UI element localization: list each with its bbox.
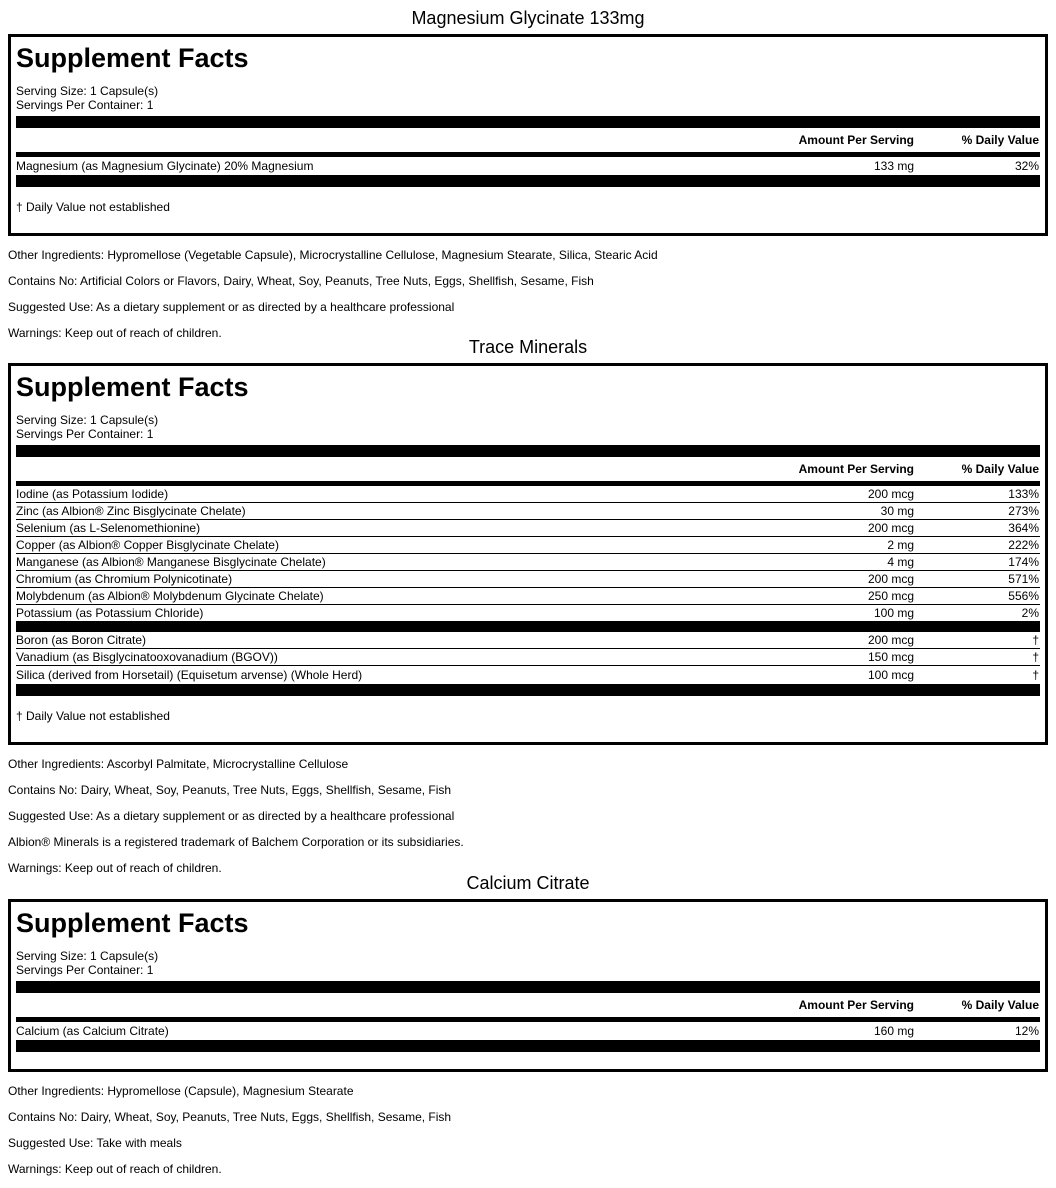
product-calcium-citrate xyxy=(8,872,1048,1188)
nutrient-dv: 12% xyxy=(1014,1024,1039,1038)
nutrient-row xyxy=(16,554,1040,571)
divider-thick xyxy=(16,621,1040,632)
suggested-use: Suggested Use: As a dietary supplement or as directed by a healthcare professional xyxy=(8,300,455,314)
nutrient-name: Zinc (as Albion® Zinc Bisglycinate Chelate) xyxy=(16,504,246,518)
nutrient-name: Boron (as Boron Citrate) xyxy=(16,633,147,647)
contains-no: Contains No: Artificial Colors or Flavors, Dairy, Wheat, Soy, Peanuts, Tree Nuts, Eggs, Shellfish, Sesame, Fish xyxy=(8,274,594,288)
nutrient-name: Silica (derived from Horsetail) (Equisetum arvense) (Whole Herd) xyxy=(16,668,363,682)
nutrient-dv: 2% xyxy=(1021,606,1039,620)
warnings: Warnings: Keep out of reach of children. xyxy=(8,326,222,340)
other-ingredients: Other Ingredients: Hypromellose (Vegetable Capsule), Microcrystalline Cellulose, Magnesium Stearate, Silica, Stearic Acid xyxy=(8,248,658,262)
facts-heading: Supplement Facts xyxy=(16,43,249,73)
serving-size: Serving Size: 1 Capsule(s) xyxy=(16,949,159,963)
column-dv-header: % Daily Value xyxy=(961,998,1039,1012)
product-title: Trace Minerals xyxy=(468,337,588,357)
serving-size: Serving Size: 1 Capsule(s) xyxy=(16,84,159,98)
warnings: Warnings: Keep out of reach of children. xyxy=(8,861,222,875)
product-magnesium-glycinate xyxy=(8,7,1048,352)
contains-no: Contains No: Dairy, Wheat, Soy, Peanuts, Tree Nuts, Eggs, Shellfish, Sesame, Fish xyxy=(8,783,452,797)
nutrient-amount: 4 mg xyxy=(887,555,914,569)
nutrient-row xyxy=(16,157,1040,175)
nutrient-amount: 250 mcg xyxy=(867,589,914,603)
nutrient-name: Calcium (as Calcium Citrate) xyxy=(16,1024,169,1038)
daily-value-footnote: † Daily Value not established xyxy=(16,200,170,214)
other-ingredients: Other Ingredients: Ascorbyl Palmitate, Microcrystalline Cellulose xyxy=(8,757,349,771)
nutrient-amount: 150 mcg xyxy=(867,650,914,664)
warnings: Warnings: Keep out of reach of children. xyxy=(8,1162,222,1176)
nutrient-dv: 364% xyxy=(1008,521,1039,535)
nutrient-dv: † xyxy=(1032,650,1039,664)
column-amount-header: Amount Per Serving xyxy=(798,133,914,147)
nutrient-row xyxy=(16,503,1040,520)
nutrient-amount: 160 mg xyxy=(873,1024,914,1038)
nutrient-name: Chromium (as Chromium Polynicotinate) xyxy=(16,572,233,586)
nutrient-amount: 133 mg xyxy=(873,159,914,173)
column-header-row xyxy=(16,128,1040,152)
nutrient-amount: 100 mg xyxy=(873,606,914,620)
other-ingredients: Other Ingredients: Hypromellose (Capsule), Magnesium Stearate xyxy=(8,1084,354,1098)
facts-heading: Supplement Facts xyxy=(16,908,249,938)
product-title: Magnesium Glycinate 133mg xyxy=(411,8,645,28)
nutrient-row xyxy=(16,520,1040,537)
nutrient-amount: 100 mcg xyxy=(867,668,914,682)
nutrient-row xyxy=(16,632,1040,649)
nutrient-name: Iodine (as Potassium Iodide) xyxy=(16,487,169,501)
divider-thick xyxy=(16,981,1040,993)
nutrient-dv: 273% xyxy=(1008,504,1039,518)
nutrient-amount: 200 mcg xyxy=(867,633,914,647)
nutrient-name: Magnesium (as Magnesium Glycinate) 20% Magnesium xyxy=(16,159,314,173)
nutrient-name: Molybdenum (as Albion® Molybdenum Glycinate Chelate) xyxy=(16,589,324,603)
product-trace-minerals xyxy=(8,336,1048,887)
nutrient-dv: 222% xyxy=(1008,538,1039,552)
nutrient-name: Potassium (as Potassium Chloride) xyxy=(16,606,204,620)
servings-per-container: Servings Per Container: 1 xyxy=(16,98,154,112)
nutrient-name: Manganese (as Albion® Manganese Bisglycinate Chelate) xyxy=(16,555,326,569)
nutrient-dv: 133% xyxy=(1008,487,1039,501)
supplement-facts-panel xyxy=(8,34,1048,236)
divider-thick xyxy=(16,116,1040,128)
nutrient-amount: 200 mcg xyxy=(867,521,914,535)
daily-value-footnote: † Daily Value not established xyxy=(16,709,170,723)
column-amount-header: Amount Per Serving xyxy=(798,462,914,476)
nutrient-row xyxy=(16,666,1040,684)
nutrient-row xyxy=(16,588,1040,605)
nutrient-amount: 2 mg xyxy=(887,538,914,552)
nutrient-dv: 571% xyxy=(1008,572,1039,586)
column-header-row xyxy=(16,993,1040,1017)
nutrient-amount: 200 mcg xyxy=(867,572,914,586)
servings-per-container: Servings Per Container: 1 xyxy=(16,427,154,441)
nutrient-row xyxy=(16,537,1040,554)
serving-size: Serving Size: 1 Capsule(s) xyxy=(16,413,159,427)
divider-thick xyxy=(16,445,1040,457)
nutrient-name: Vanadium (as Bisglycinatooxovanadium (BGOV)) xyxy=(16,650,278,664)
nutrient-row xyxy=(16,605,1040,621)
column-header-row xyxy=(16,457,1040,481)
nutrient-amount: 200 mcg xyxy=(867,487,914,501)
supplement-facts-panel xyxy=(8,899,1048,1072)
divider-thick xyxy=(16,175,1040,187)
suggested-use: Suggested Use: As a dietary supplement or as directed by a healthcare professional xyxy=(8,809,455,823)
nutrient-row xyxy=(16,649,1040,666)
supplement-facts-panel xyxy=(8,363,1048,745)
servings-per-container: Servings Per Container: 1 xyxy=(16,963,154,977)
contains-no: Contains No: Dairy, Wheat, Soy, Peanuts, Tree Nuts, Eggs, Shellfish, Sesame, Fish xyxy=(8,1110,452,1124)
nutrient-dv: † xyxy=(1032,668,1039,682)
nutrient-dv: † xyxy=(1032,633,1039,647)
column-amount-header: Amount Per Serving xyxy=(798,998,914,1012)
facts-heading: Supplement Facts xyxy=(16,372,249,402)
nutrient-dv: 32% xyxy=(1014,159,1039,173)
divider-thick xyxy=(16,684,1040,696)
column-dv-header: % Daily Value xyxy=(961,462,1039,476)
nutrient-dv: 174% xyxy=(1008,555,1039,569)
nutrient-row xyxy=(16,571,1040,588)
nutrient-amount: 30 mg xyxy=(880,504,914,518)
trademark-note: Albion® Minerals is a registered trademark of Balchem Corporation or its subsidiaries. xyxy=(8,835,464,849)
nutrient-dv: 556% xyxy=(1008,589,1039,603)
nutrient-row xyxy=(16,486,1040,503)
product-title: Calcium Citrate xyxy=(466,873,590,893)
column-dv-header: % Daily Value xyxy=(961,133,1039,147)
nutrient-name: Copper (as Albion® Copper Bisglycinate Chelate) xyxy=(16,538,279,552)
nutrient-row xyxy=(16,1022,1040,1040)
nutrient-name: Selenium (as L-Selenomethionine) xyxy=(16,521,201,535)
suggested-use: Suggested Use: Take with meals xyxy=(8,1136,182,1150)
divider-thick xyxy=(16,1040,1040,1052)
